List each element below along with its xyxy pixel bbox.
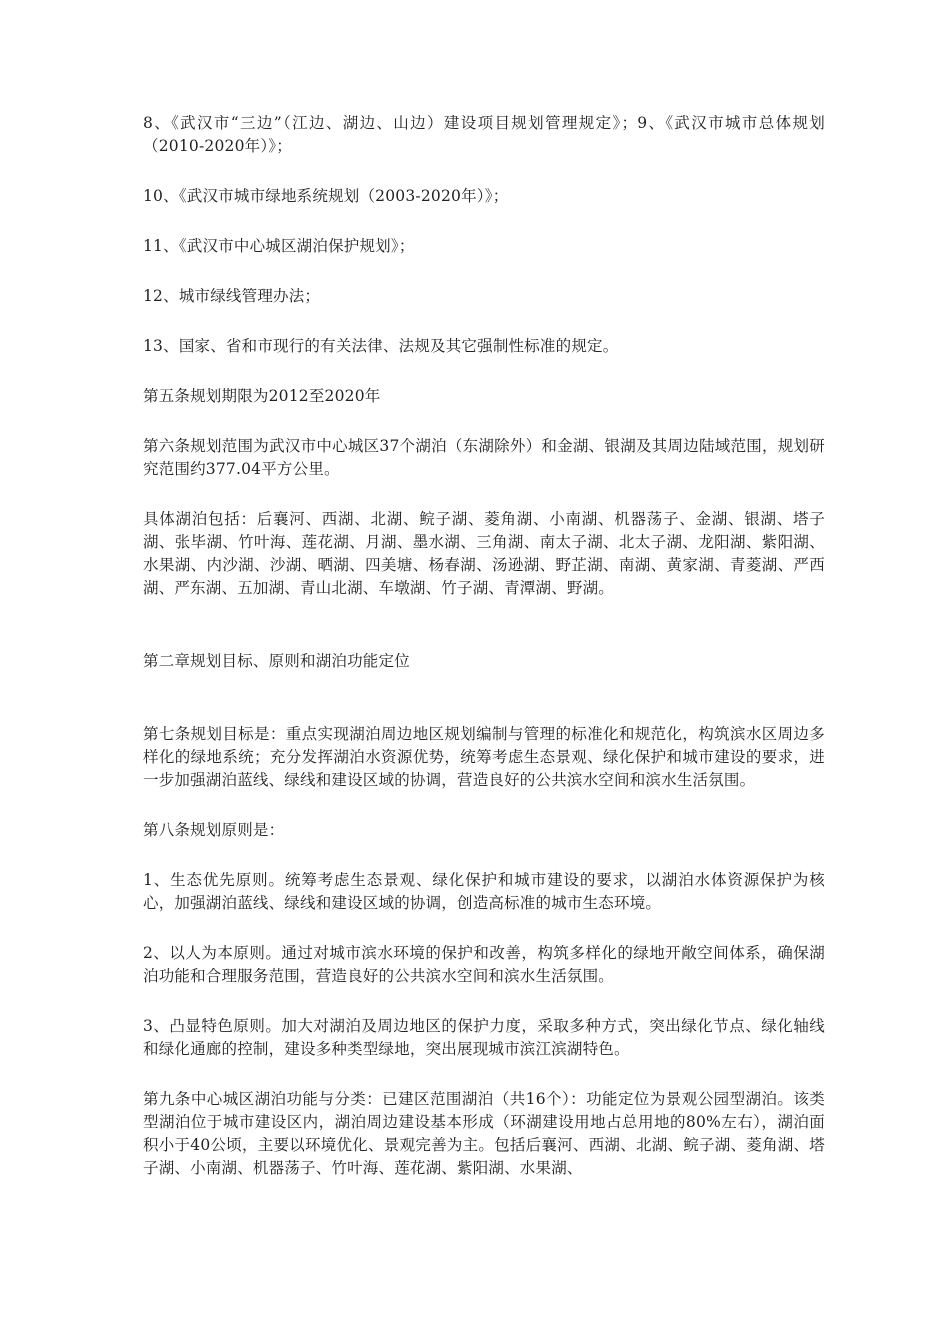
paragraph-regulation-10: 10、《武汉市城市绿地系统规划（2003-2020年）》； [143, 187, 509, 205]
paragraph-article-9: 第九条中心城区湖泊功能与分类：已建区范围湖泊（共16个）：功能定位为景观公园型湖泊。该类型湖泊位于城市建设区内，湖泊周边建设基本形成（环湖建设用地占总用地的80%左右），湖泊面积小于40公顷，主要以环境优化、景观完善为主。包括后襄河、西湖、北湖、鲩子湖、菱角湖、塔子湖、小南湖、机器荡子、竹叶海、莲花湖、紫阳湖、水果湖、 [143, 1090, 825, 1177]
paragraph-lake-list: 具体湖泊包括：后襄河、西湖、北湖、鲩子湖、菱角湖、小南湖、机器荡子、金湖、银湖、塔子湖、张毕湖、竹叶海、莲花湖、月湖、墨水湖、三角湖、南太子湖、北太子湖、龙阳湖、紫阳湖、水果湖、内沙湖、沙湖、晒湖、四美塘、杨春湖、汤逊湖、野芷湖、南湖、黄家湖、青菱湖、严西湖、严东湖、五加湖、青山北湖、车墩湖、竹子湖、青潭湖、野湖。 [143, 510, 825, 597]
paragraph-principle-1: 1、生态优先原则。统筹考虑生态景观、绿化保护和城市建设的要求，以湖泊水体资源保护为核心，加强湖泊蓝线、绿线和建设区域的协调，创造高标准的城市生态环境。 [143, 871, 825, 912]
chapter-heading: 第二章规划目标、原则和湖泊功能定位 [143, 652, 410, 670]
paragraph-article-7: 第七条规划目标是：重点实现湖泊周边地区规划编制与管理的标准化和规范化，构筑滨水区周边多样化的绿地系统；充分发挥湖泊水资源优势，统筹考虑生态景观、绿化保护和城市建设的要求，进一步加强湖泊蓝线、绿线和建设区域的协调，营造良好的公共滨水空间和滨水生活氛围。 [143, 725, 825, 789]
paragraph-article-8: 第八条规划原则是： [143, 821, 285, 839]
paragraph-regulation-12: 12、城市绿线管理办法； [143, 287, 321, 305]
paragraph-principle-2: 2、以人为本原则。通过对城市滨水环境的保护和改善，构筑多样化的绿地开敞空间体系，确保湖泊功能和合理服务范围，营造良好的公共滨水空间和滨水生活氛围。 [143, 944, 825, 985]
paragraph-article-5: 第五条规划期限为2012至2020年 [143, 387, 381, 405]
paragraph-regulation-8-9: 8、《武汉市“三边”（江边、湖边、山边）建设项目规划管理规定》；9、《武汉市城市总体规划（2010-2020年）》； [143, 114, 825, 155]
paragraph-article-6: 第六条规划范围为武汉市中心城区37个湖泊（东湖除外）和金湖、银湖及其周边陆域范围，规划研究范围约377.04平方公里。 [143, 437, 825, 478]
paragraph-regulation-13: 13、国家、省和市现行的有关法律、法规及其它强制性标准的规定。 [143, 337, 619, 355]
paragraph-principle-3: 3、凸显特色原则。加大对湖泊及周边地区的保护力度，采取多种方式，突出绿化节点、绿化轴线和绿化通廊的控制，建设多种类型绿地，突出展现城市滨江滨湖特色。 [143, 1017, 825, 1058]
paragraph-regulation-11: 11、《武汉市中心城区湖泊保护规划》； [143, 237, 415, 255]
document-body [143, 112, 825, 1207]
